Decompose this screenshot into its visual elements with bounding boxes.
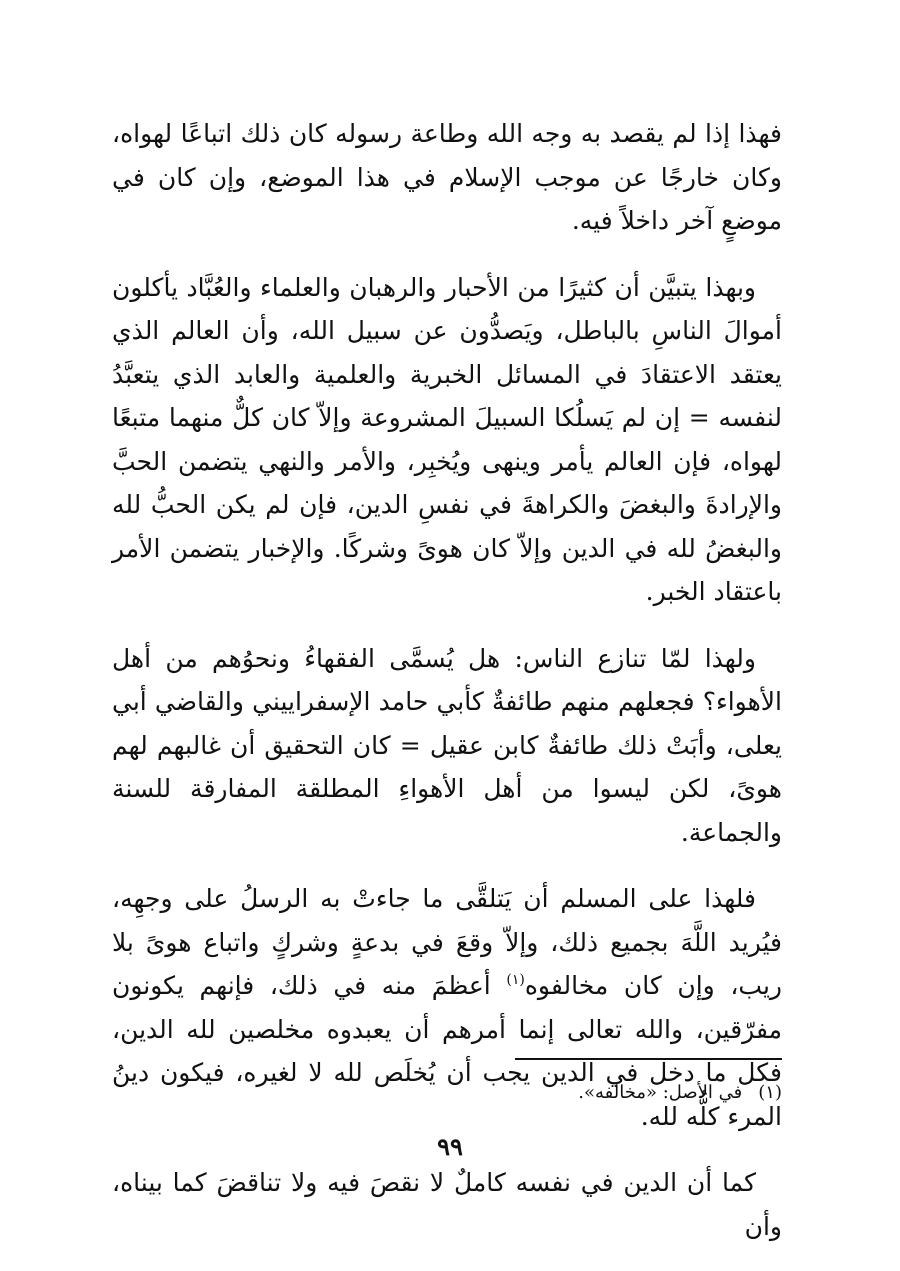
- paragraph-2: وبهذا يتبيَّن أن كثيرًا من الأحبار والرهبان والعلماء والعُبَّاد يأكلون أموالَ الناسِ بالباطل، ويَصدُّون عن سبيل الله، وأن العالم الذي يعتقد الاعتقادَ في المسائل الخبرية والعلمية والعابد الذي يتعبَّدُ لنفسه = إن لم يَسلُكا السبيلَ المشروعة وإلاّ كان كلٌّ منهما متبعًا لهواه، فإن العالم يأمر وينهى ويُخبِر، والأمر والنهي يتضمن الحبَّ والإرادةَ والبغضَ والكراهةَ في نفسِ الدين، فإن لم يكن الحبُّ لله والبغضُ لله في الدين وإلاّ كان هوىً وشركًا. والإخبار يتضمن الأمر باعتقاد الخبر.: [112, 272, 782, 606]
- paragraph-1: فهذا إذا لم يقصد به وجه الله وطاعة رسوله كان ذلك اتباعًا لهواه، وكان خارجًا عن موجب الإسلام في هذا الموضع، وإن كان في موضعٍ آخر داخلاً فيه.: [112, 119, 782, 235]
- footnote-text: في الأصل: «مخالفه».: [578, 1082, 743, 1103]
- paragraph-4-text-after: أعظمَ منه في ذلك، فإنهم يكونون مفرّقين، والله تعالى إنما أمرهم أن يعبدوه مخلصين لله الدين، فكل ما دخل في الدين يجب أن يُخلَص لله لا لغيره، فيكون دينُ المرء كلُّه لله.: [112, 971, 782, 1131]
- footnote-number: (١): [758, 1082, 782, 1103]
- footnote-reference[interactable]: (١): [506, 972, 525, 988]
- page-number: ٩٩: [437, 1132, 463, 1161]
- paragraph-5: كما أن الدين في نفسه كاملٌ لا نقصَ فيه ولا تناقضَ كما بيناه، وأن: [112, 1168, 782, 1241]
- footnote: [112, 1078, 782, 1108]
- footnote-divider: [515, 1058, 782, 1060]
- paragraph-3: ولهذا لمّا تنازع الناس: هل يُسمَّى الفقهاءُ ونحوُهم من أهل الأهواء؟ فجعلهم منهم طائفةٌ كأبي حامد الإسفراييني والقاضي أبي يعلى، وأبَتْ ذلك طائفةٌ كابن عقيل = كان التحقيق أن غالبهم لهم هوىً، لكن ليسوا من أهل الأهواءِ المطلقة المفارقة للسنة والجماعة.: [112, 643, 782, 847]
- paragraph-4-text-before: فلهذا على المسلم أن يَتلقَّى ما جاءتْ به الرسلُ على وجهِه، فيُريد اللَّهَ بجميع ذلك، وإلاّ وقعَ في بدعةٍ وشركٍ واتباع هوىً بلا ريب، وإن كان مخالفوه: [112, 884, 782, 1000]
